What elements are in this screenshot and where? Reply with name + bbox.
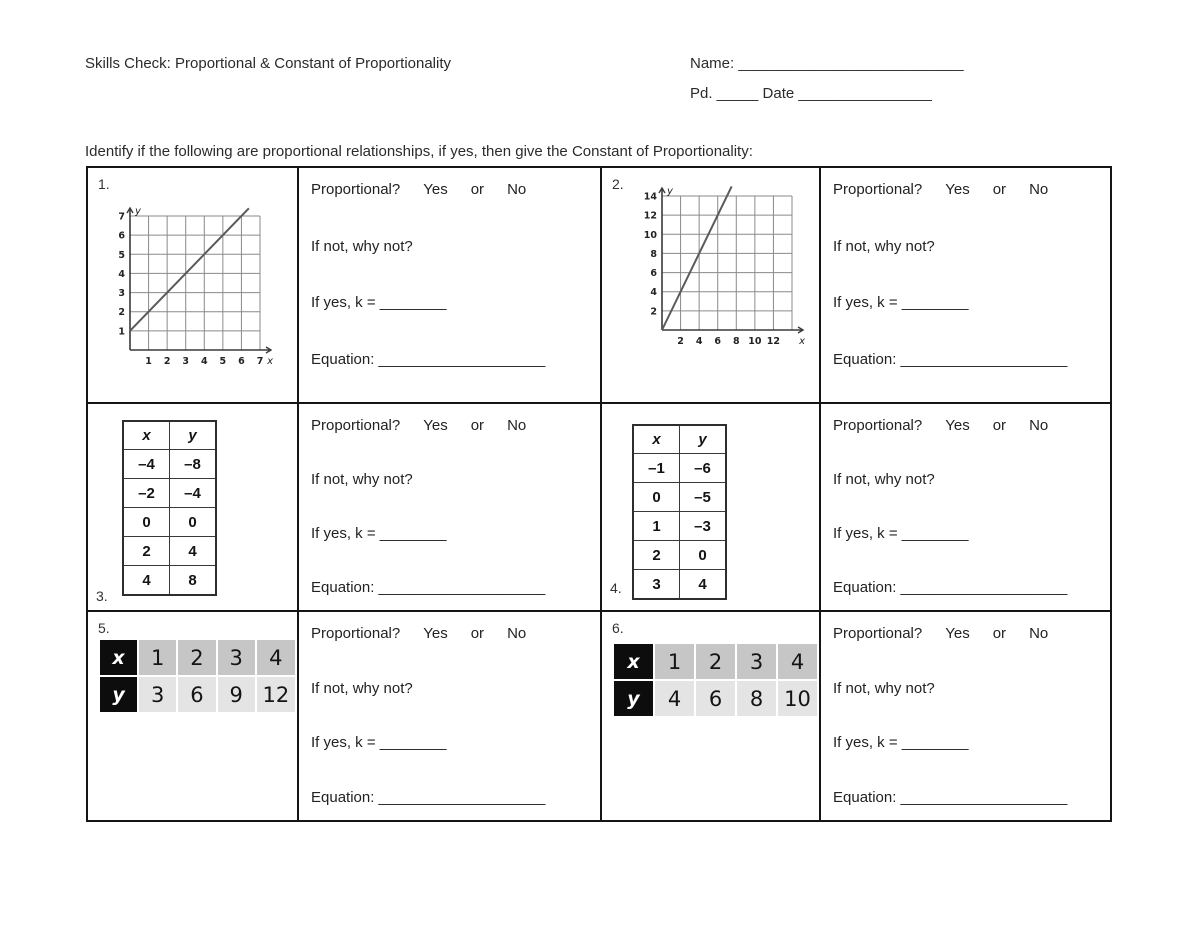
- x-tick-label: 2: [677, 336, 684, 347]
- value-cell: 1: [139, 640, 176, 675]
- proportional-label: Proportional?: [833, 181, 923, 198]
- value-cell: –3: [680, 512, 727, 541]
- equation-label: Equation: ____________________: [833, 350, 1068, 368]
- plotted-line: [662, 186, 732, 330]
- no-option: No: [507, 181, 527, 198]
- or-label: or: [992, 625, 1007, 642]
- problem-1-questions: [299, 168, 602, 404]
- equation-label: Equation: ____________________: [311, 350, 546, 368]
- proportional-question: [833, 181, 1100, 198]
- no-option: No: [1029, 417, 1049, 434]
- equation-label: Equation: ____________________: [311, 579, 546, 596]
- no-option: No: [507, 625, 527, 642]
- problem-5-questions: [299, 612, 602, 820]
- y-tick-label: 8: [650, 248, 657, 260]
- if-not-why-label: If not, why not?: [833, 237, 935, 255]
- x-tick-label: 2: [163, 356, 171, 367]
- period-date-line: Pd. _____ Date ________________: [690, 85, 932, 102]
- problem-6-questions: [821, 612, 1110, 820]
- y-axis-label: y: [135, 206, 141, 217]
- value-cell: 2: [696, 644, 735, 679]
- xy-values-table: [632, 424, 727, 600]
- if-not-why-label: If not, why not?: [833, 679, 935, 697]
- proportional-question: [311, 417, 590, 434]
- problem-4-figure-cell: [602, 404, 821, 612]
- if-not-why-label: If not, why not?: [833, 471, 935, 488]
- value-cell: –8: [170, 450, 217, 479]
- row-header: x: [614, 644, 653, 679]
- y-tick-label: 6: [650, 268, 657, 280]
- proportional-label: Proportional?: [311, 417, 401, 434]
- problem-3-number: 3.: [96, 588, 108, 604]
- or-label: or: [470, 417, 485, 434]
- if-yes-k-label: If yes, k = ________: [311, 525, 447, 542]
- x-axis-label: x: [267, 356, 273, 367]
- x-tick-label: 1: [145, 356, 152, 367]
- yes-option: Yes: [423, 181, 448, 198]
- problems-grid: [86, 166, 1112, 822]
- problem-5-number: 5.: [98, 620, 110, 636]
- proportional-label: Proportional?: [833, 417, 923, 434]
- equation-label: Equation: ____________________: [311, 788, 546, 806]
- no-option: No: [1029, 625, 1049, 642]
- problem-3-questions: [299, 404, 602, 612]
- problem-1-number: 1.: [98, 176, 110, 192]
- problem-3-figure-cell: [88, 404, 299, 612]
- proportional-graph: [636, 184, 808, 354]
- value-cell: 6: [178, 677, 215, 712]
- column-header: y: [680, 425, 727, 454]
- graph-1: [104, 204, 276, 379]
- x-tick-label: 3: [182, 356, 190, 367]
- y-tick-label: 5: [118, 249, 125, 261]
- x-tick-label: 12: [766, 336, 781, 347]
- value-cell: 4: [257, 640, 295, 675]
- x-axis-label: x: [799, 336, 805, 347]
- value-cell: 0: [170, 508, 217, 537]
- value-cell: 2: [178, 640, 215, 675]
- xy-table-6: [612, 642, 819, 718]
- value-cell: –2: [123, 479, 170, 508]
- if-not-why-label: If not, why not?: [311, 679, 413, 697]
- x-tick-label: 5: [219, 356, 227, 367]
- problem-2-figure-cell: [602, 168, 821, 404]
- column-header: x: [633, 425, 680, 454]
- row-header: y: [614, 681, 653, 716]
- proportional-question: [311, 181, 590, 198]
- xy-values-table: [98, 638, 297, 714]
- proportional-question: [833, 625, 1100, 642]
- yes-option: Yes: [423, 417, 448, 434]
- equation-label: Equation: ____________________: [833, 788, 1068, 806]
- proportional-label: Proportional?: [311, 625, 401, 642]
- if-not-why-label: If not, why not?: [311, 237, 413, 255]
- y-tick-label: 4: [650, 287, 657, 299]
- plotted-line: [130, 208, 249, 331]
- problem-2-number: 2.: [612, 176, 624, 192]
- x-tick-label: 7: [256, 356, 264, 367]
- value-cell: 0: [680, 541, 727, 570]
- value-cell: 4: [655, 681, 694, 716]
- proportional-label: Proportional?: [311, 181, 401, 198]
- yes-option: Yes: [945, 417, 970, 434]
- value-cell: 3: [737, 644, 776, 679]
- column-header: y: [170, 421, 217, 450]
- value-cell: –6: [680, 454, 727, 483]
- xy-values-table: [612, 642, 819, 718]
- row-header: y: [100, 677, 137, 712]
- y-axis-label: y: [667, 186, 673, 197]
- problem-6-number: 6.: [612, 620, 624, 636]
- value-cell: 4: [778, 644, 817, 679]
- row-header: x: [100, 640, 137, 675]
- value-cell: 2: [123, 537, 170, 566]
- proportional-graph: [104, 204, 276, 374]
- problem-6-figure-cell: [602, 612, 821, 820]
- instructions-text: Identify if the following are proportional relationships, if yes, then give the Constant of Proportionality:: [85, 143, 753, 160]
- value-cell: 3: [139, 677, 176, 712]
- proportional-question: [833, 417, 1100, 434]
- if-yes-k-label: If yes, k = ________: [311, 734, 447, 752]
- y-tick-label: 2: [650, 306, 657, 318]
- value-cell: –4: [123, 450, 170, 479]
- y-tick-label: 12: [643, 210, 657, 222]
- problem-1-figure-cell: [88, 168, 299, 404]
- name-field-line: Name: ___________________________: [690, 55, 964, 72]
- xy-table-5: [98, 638, 297, 714]
- or-label: or: [992, 417, 1007, 434]
- problem-2-questions: [821, 168, 1110, 404]
- y-tick-label: 14: [643, 191, 657, 203]
- value-cell: 9: [218, 677, 255, 712]
- x-tick-label: 6: [238, 356, 245, 367]
- or-label: or: [470, 181, 485, 198]
- value-cell: 0: [123, 508, 170, 537]
- column-header: x: [123, 421, 170, 450]
- or-label: or: [470, 625, 485, 642]
- y-tick-label: 7: [118, 211, 125, 223]
- no-option: No: [507, 417, 527, 434]
- problem-5-figure-cell: [88, 612, 299, 820]
- problem-4-questions: [821, 404, 1110, 612]
- proportional-label: Proportional?: [833, 625, 923, 642]
- if-not-why-label: If not, why not?: [311, 471, 413, 488]
- value-cell: 4: [123, 566, 170, 596]
- worksheet-title: Skills Check: Proportional & Constant of Proportionality: [85, 55, 452, 72]
- value-cell: 1: [655, 644, 694, 679]
- y-tick-label: 2: [118, 307, 125, 319]
- problem-4-number: 4.: [610, 580, 622, 596]
- equation-label: Equation: ____________________: [833, 579, 1068, 596]
- yes-option: Yes: [945, 625, 970, 642]
- value-cell: 0: [633, 483, 680, 512]
- no-option: No: [1029, 181, 1049, 198]
- if-yes-k-label: If yes, k = ________: [833, 294, 969, 312]
- value-cell: 4: [680, 570, 727, 600]
- value-cell: 6: [696, 681, 735, 716]
- yes-option: Yes: [423, 625, 448, 642]
- if-yes-k-label: If yes, k = ________: [833, 734, 969, 752]
- x-tick-label: 4: [200, 356, 208, 367]
- x-tick-label: 6: [714, 336, 722, 347]
- x-tick-label: 10: [748, 336, 762, 347]
- if-yes-k-label: If yes, k = ________: [311, 294, 447, 312]
- value-cell: –1: [633, 454, 680, 483]
- y-tick-label: 10: [643, 229, 657, 241]
- value-cell: 10: [778, 681, 817, 716]
- value-cell: –5: [680, 483, 727, 512]
- graph-2: [636, 184, 808, 359]
- value-cell: 8: [737, 681, 776, 716]
- if-yes-k-label: If yes, k = ________: [833, 525, 969, 542]
- xy-table-4: [632, 424, 727, 600]
- y-tick-label: 4: [118, 268, 125, 280]
- value-cell: 12: [257, 677, 295, 712]
- proportional-question: [311, 625, 590, 642]
- x-tick-label: 4: [695, 336, 703, 347]
- xy-table-3: [122, 420, 217, 596]
- value-cell: 3: [218, 640, 255, 675]
- y-tick-label: 6: [118, 230, 125, 242]
- y-tick-label: 1: [118, 326, 125, 338]
- y-tick-label: 3: [118, 288, 125, 300]
- yes-option: Yes: [945, 181, 970, 198]
- value-cell: 4: [170, 537, 217, 566]
- value-cell: 8: [170, 566, 217, 596]
- value-cell: 2: [633, 541, 680, 570]
- value-cell: 3: [633, 570, 680, 600]
- xy-values-table: [122, 420, 217, 596]
- x-tick-label: 8: [732, 336, 740, 347]
- or-label: or: [992, 181, 1007, 198]
- value-cell: –4: [170, 479, 217, 508]
- value-cell: 1: [633, 512, 680, 541]
